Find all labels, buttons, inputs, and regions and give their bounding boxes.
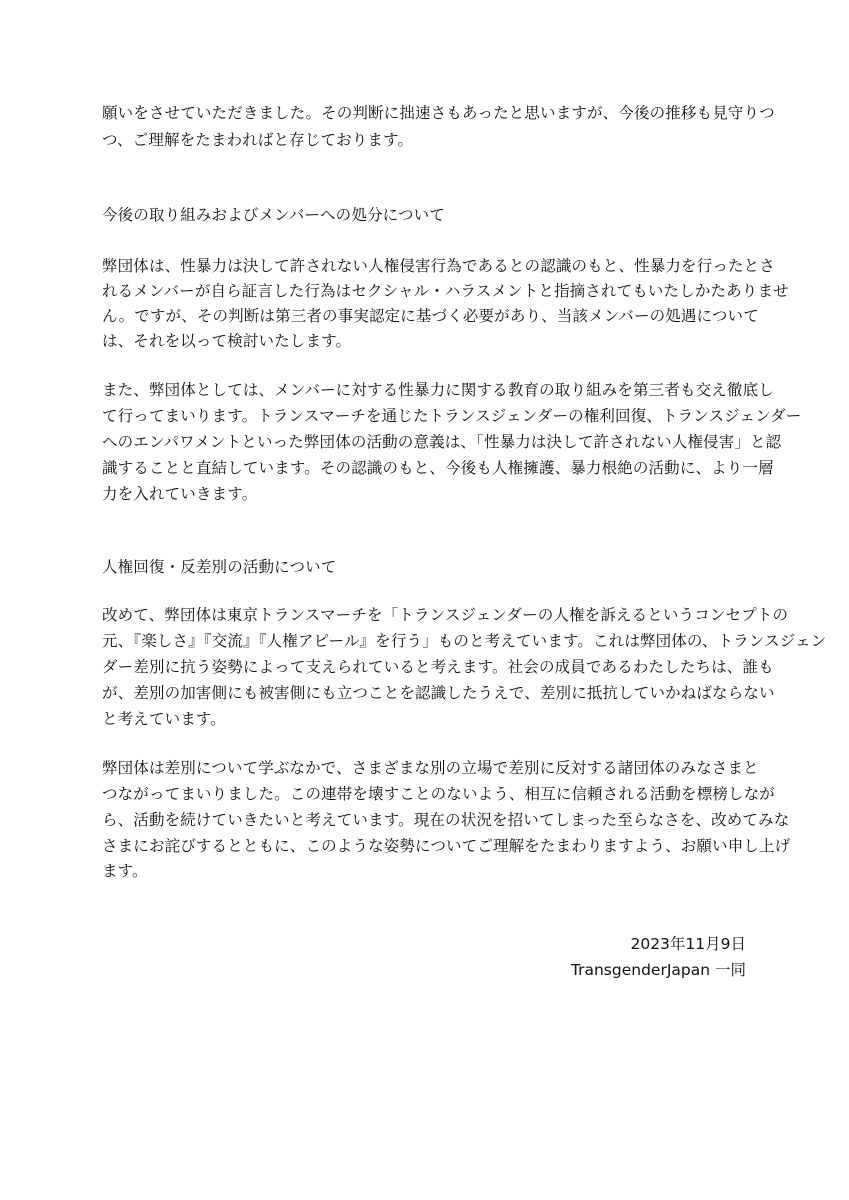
section2-para2-line-4: さまにお詫びするとともに、このような姿勢についてご理解をたまわりますよう、お願い申し上げ [102,837,791,855]
section1-heading: 今後の取り組みおよびメンバーへの処分について [102,206,445,224]
section2-para1-line-3: ダー差別に抗う姿勢によって支えられていると考えます。社会の成員であるわたしたちは、誰も [102,658,774,676]
section2-para2-line-3: ら、活動を続けていきたいと考えています。現在の状況を招いてしまった至らなさを、改めてみな [102,811,790,829]
section1-para1-line-1: 弊団体は、性暴力は決して許されない人権侵害行為であるとの認識のもと、性暴力を行ったとさ [102,257,775,275]
section1-para1-line-3: ん。ですが、その判断は第三者の事実認定に基づく必要があり、当該メンバーの処遇について [102,307,759,325]
intro-line-1: 願いをさせていただきました。その判断に拙速さもあったと思いますが、今後の推移も見守りつ [102,104,775,122]
signature-date: 2023年11月9日 [630,935,746,953]
section1-para1-line-4: は、それを以って検討いたします。 [102,332,352,350]
section2-para1-line-2: 元、『楽しさ』『交流』『人権アピール』を行う」ものと考えています。これは弊団体の、トランスジェン [102,632,827,650]
section2-para2-line-1: 弊団体は差別について学ぶなかで、さまざまな別の立場で差別に反対する諸団体のみなさまと [102,759,759,777]
section1-para1-line-2: れるメンバーが自ら証言した行為はセクシャル・ハラスメントと指摘されてもいたしかたありませ [102,282,789,300]
section1-para2-line-1: また、弊団体としては、メンバーに対する性暴力に関する教育の取り組みを第三者も交え徹底し [102,381,774,399]
section2-para1-line-5: と考えています。 [102,710,226,728]
intro-line-2: つ、ご理解をたまわればと存じております。 [102,131,414,149]
section2-heading: 人権回復・反差別の活動について [102,558,337,576]
section1-para2-line-5: 力を入れていきます。 [102,485,258,503]
signature-organization: TransgenderJapan 一同 [570,961,746,979]
section1-para2-line-3: へのエンパワメントといった弊団体の活動の意義は、「性暴力は決して許されない人権侵害」と認 [102,433,782,451]
section2-para1-line-1: 改めて、弊団体は東京トランスマーチを「トランスジェンダーの人権を訴えるというコンセプトの [102,606,789,624]
section2-para2-line-2: つながってまいりました。この連帯を壊すことのないよう、相互に信頼される活動を標榜しなが [102,785,775,803]
section1-para2-line-2: て行ってまいります。トランスマーチを通じたトランスジェンダーの権利回復、トランスジェンダー [102,407,802,425]
section2-para2-line-5: ます。 [102,862,148,880]
section1-para2-line-4: 識することと直結しています。その認識のもと、今後も人権擁護、暴力根絶の活動に、より一層 [102,459,774,477]
section2-para1-line-4: が、差別の加害側にも被害側にも立つことを認識したうえで、差別に抵抗していかねばならない [102,684,775,702]
